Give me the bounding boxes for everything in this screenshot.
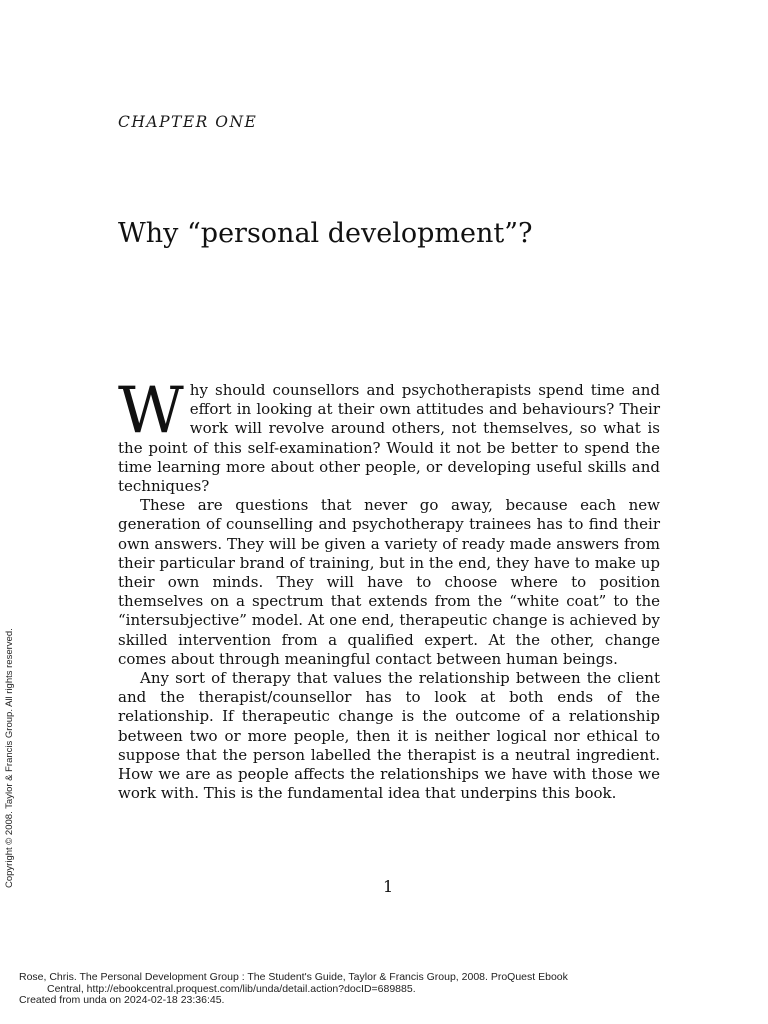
body-text: [118, 374, 660, 803]
footer-line-3: Created from unda on 2024-02-18 23:36:45.: [19, 994, 225, 1006]
chapter-label: CHAPTER ONE: [118, 113, 258, 131]
page-number: 1: [383, 877, 394, 896]
paragraph-3: Any sort of therapy that values the relationship between the client and the therapist/counsellor has to look at both ends of the relationship. If therapeutic change is the outcome of a relationship between two or more people, then it is neither logical nor ethical to suppose that the person labelled the therapist is a neutral ingredient. How we are as people affects the relationships we have with those we work with. This is the fundamental idea that underpins this book.: [118, 669, 660, 803]
paragraph-1: [118, 374, 660, 496]
footer-line-1: Rose, Chris. The Personal Development Group : The Student's Guide, Taylor & Francis Group, 2008. ProQuest Ebook: [19, 971, 568, 983]
copyright-notice: Copyright © 2008. Taylor & Francis Group. All rights reserved.: [4, 628, 15, 888]
paragraph-1-text: hy should counsellors and psychotherapists spend time and effort in looking at their own attitudes and behaviours? Their work will revolve around others, not themselves, so what is the point of this self-examination? Would it not be better to spend the time learning more about other people, or developing useful skills and techniques?: [118, 381, 660, 496]
paragraph-2: These are questions that never go away, because each new generation of counselling and psychotherapy trainees has to find their own answers. They will be given a variety of ready made answers from their particular brand of training, but in the end, they have to make up their own minds. They will have to choose where to position themselves on a spectrum that extends from the “white coat” to the “intersubjective” model. At one end, therapeutic change is achieved by skilled intervention from a qualified expert. At the other, change comes about through meaningful contact between human beings.: [118, 496, 660, 668]
drop-cap: W: [118, 374, 184, 448]
chapter-title: Why “personal development”?: [118, 218, 533, 249]
citation-footer: [19, 972, 759, 1007]
footer-line-2: Central, http://ebookcentral.proquest.com/lib/unda/detail.action?docID=689885.: [47, 982, 416, 995]
